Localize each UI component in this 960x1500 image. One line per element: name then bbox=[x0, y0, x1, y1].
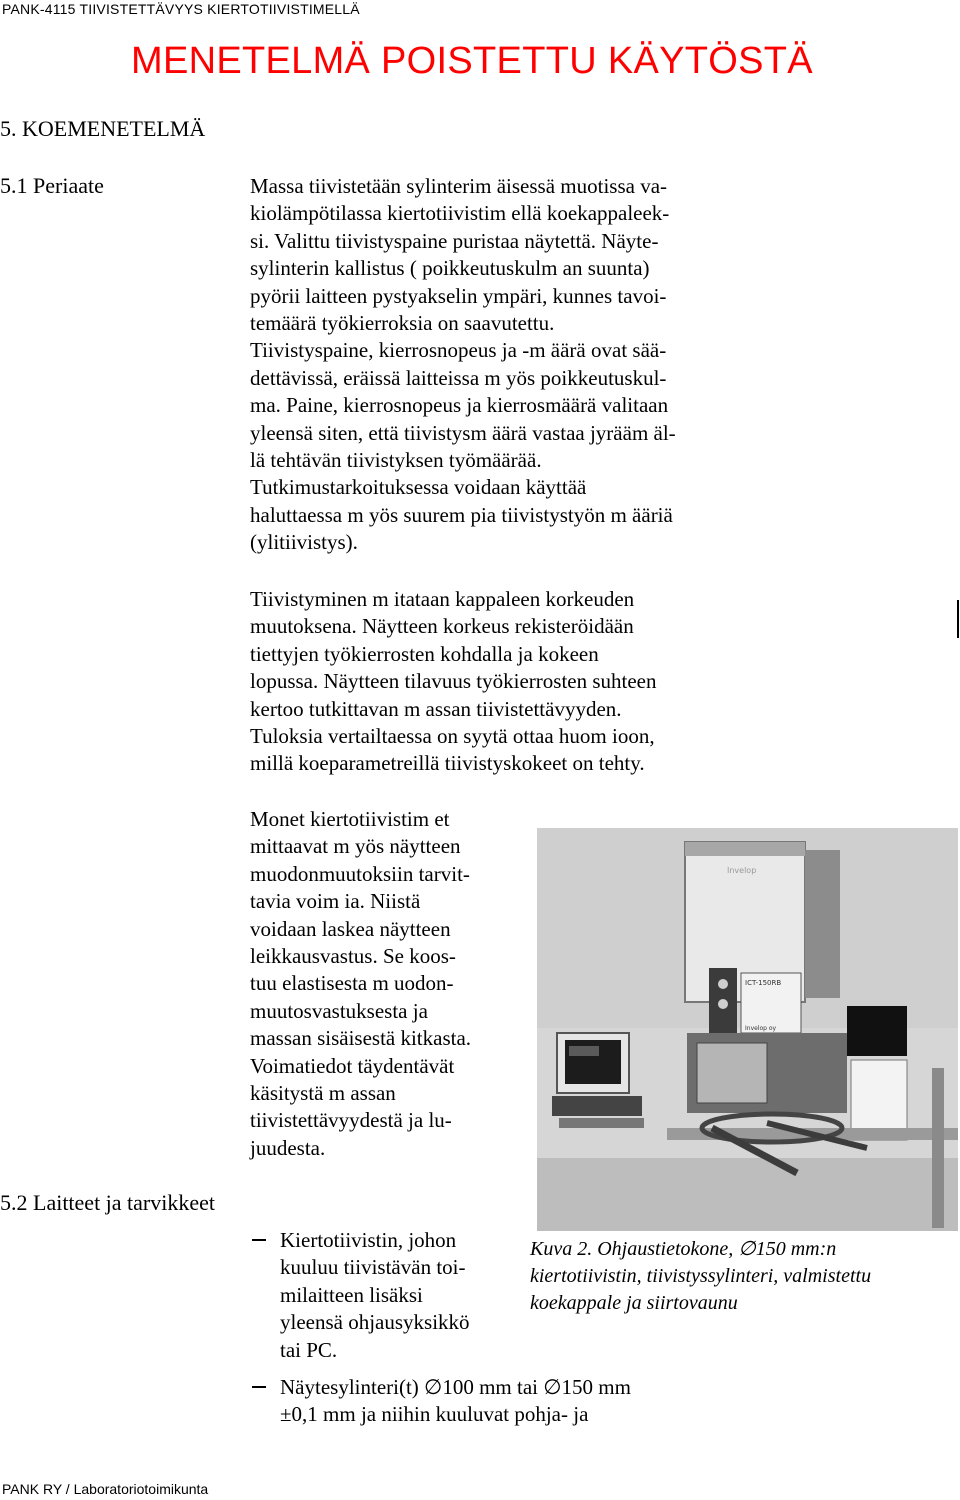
text-line: käsitystä m assan bbox=[250, 1081, 396, 1106]
text-line: yleensä ohjausyksikkö bbox=[280, 1310, 470, 1335]
text-line: (ylitiivistys). bbox=[250, 530, 358, 555]
text-line: muutosvastuksesta ja bbox=[250, 998, 428, 1023]
text-line: ±0,1 mm ja niihin kuuluvat pohja- ja bbox=[280, 1402, 589, 1427]
text-line: tai PC. bbox=[280, 1337, 338, 1362]
text-line: muodonmuutoksiin tarvit- bbox=[250, 861, 470, 886]
text-line: Tutkimustarkoituksessa voidaan käyttää bbox=[250, 475, 587, 500]
text-line: voidaan laskea näytteen bbox=[250, 916, 451, 941]
text-line: massan sisäisestä kitkasta. bbox=[250, 1026, 472, 1051]
text-line: kertoo tutkittavan m assan tiivistettävyyden. bbox=[250, 696, 622, 721]
principle-paragraph-3 bbox=[250, 806, 471, 1162]
caption-line: koekappale ja siirtovaunu bbox=[530, 1292, 738, 1314]
section-5-1-title: 5.1 Periaate bbox=[0, 173, 104, 198]
text-line: si. Valittu tiivistyspaine puristaa näytettä. Näyte- bbox=[250, 228, 659, 253]
principle-paragraph-2 bbox=[250, 586, 657, 778]
text-line: haluttaessa m yös suurem pia tiivistystyön m ääriä bbox=[250, 502, 673, 527]
text-line: tuu elastisesta m uodon- bbox=[250, 971, 454, 996]
text-line: tiivistettävyydestä ja lu- bbox=[250, 1108, 452, 1133]
text-line: Tuloksia vertailtaessa on syytä ottaa huom ioon, bbox=[250, 724, 655, 749]
text-line: kiolämpötilassa kiertotiivistim ellä koekappaleek- bbox=[250, 201, 670, 226]
text-line: dettävissä, eräissä laitteissa m yös poikkeutuskul- bbox=[250, 365, 667, 390]
text-line: mittaavat m yös näytteen bbox=[250, 834, 461, 859]
revision-bar bbox=[957, 600, 959, 638]
bullet-dash bbox=[252, 1386, 266, 1388]
text-line: yleensä siten, että tiivistysm äärä vastaa jyrääm äl- bbox=[250, 420, 676, 445]
text-line: pyörii laitteen pystyakselin ympäri, kunnes tavoi- bbox=[250, 283, 667, 308]
text-line: milaitteen lisäksi bbox=[280, 1282, 423, 1307]
principle-paragraph-1 bbox=[250, 173, 676, 557]
text-line: lä tehtävän tiivistyksen työmäärää. bbox=[250, 448, 542, 473]
section-5-title: 5. KOEMENETELMÄ bbox=[0, 116, 206, 141]
text-line: lopussa. Näytteen tilavuus työkierrosten suhteen bbox=[250, 669, 657, 694]
text-line: Näytesylinteri(t) ∅100 mm tai ∅150 mm bbox=[280, 1375, 631, 1399]
text-line: millä koeparametreillä tiivistyskokeet on tehty. bbox=[250, 751, 645, 776]
section-5-2-title: 5.2 Laitteet ja tarvikkeet bbox=[0, 1190, 216, 1215]
model-label: ICT-150RB bbox=[745, 979, 782, 987]
running-head: PANK-4115 TIIVISTETTÄVYYS KIERTOTIIVISTIMELLÄ bbox=[2, 1, 360, 17]
bullet-dash bbox=[252, 1239, 266, 1241]
text-line: muutoksena. Näytteen korkeus rekisteröidään bbox=[250, 614, 634, 639]
faint-label: Invelop bbox=[727, 866, 757, 875]
caption-line: kiertotiivistin, tiivistyssylinteri, valmistettu bbox=[530, 1265, 872, 1287]
text-line: leikkausvastus. Se koos- bbox=[250, 944, 456, 969]
text-line: Tiivistyminen m itataan kappaleen korkeuden bbox=[250, 587, 635, 611]
text-line: Tiivistyspaine, kierrosnopeus ja -m äärä ovat sää- bbox=[250, 338, 667, 363]
withdrawn-banner: MENETELMÄ POISTETTU KÄYTÖSTÄ bbox=[131, 40, 813, 82]
text-line: juudesta. bbox=[250, 1135, 326, 1160]
brand-label: Invelop oy bbox=[745, 1025, 777, 1032]
compactor-photo bbox=[537, 828, 958, 1231]
text-line: Voimatiedot täydentävät bbox=[250, 1053, 455, 1078]
equipment-item-2 bbox=[280, 1374, 631, 1429]
text-line: temäärä työkierroksia on saavutettu. bbox=[250, 311, 555, 336]
text-line: tiettyjen työkierrosten kohdalla ja kokeen bbox=[250, 641, 599, 666]
text-line: Kiertotiivistin, johon bbox=[280, 1228, 457, 1252]
text-line: Monet kiertotiivistim et bbox=[250, 807, 450, 831]
text-line: ma. Paine, kierrosnopeus ja kierrosmäärä valitaan bbox=[250, 393, 669, 418]
text-line: sylinterin kallistus ( poikkeutuskulm an suunta) bbox=[250, 256, 650, 281]
text-line: kuuluu tiivistävän toi- bbox=[280, 1255, 466, 1280]
figure-caption bbox=[530, 1236, 871, 1317]
caption-line: Kuva 2. Ohjaustietokone, ∅150 mm:n bbox=[530, 1238, 837, 1260]
equipment-item-1 bbox=[280, 1227, 470, 1364]
page-footer: PANK RY / Laboratoriotoimikunta bbox=[2, 1481, 209, 1497]
text-line: Massa tiivistetään sylinterim äisessä muotissa va- bbox=[250, 174, 668, 198]
text-line: tavia voim ia. Niistä bbox=[250, 889, 421, 914]
